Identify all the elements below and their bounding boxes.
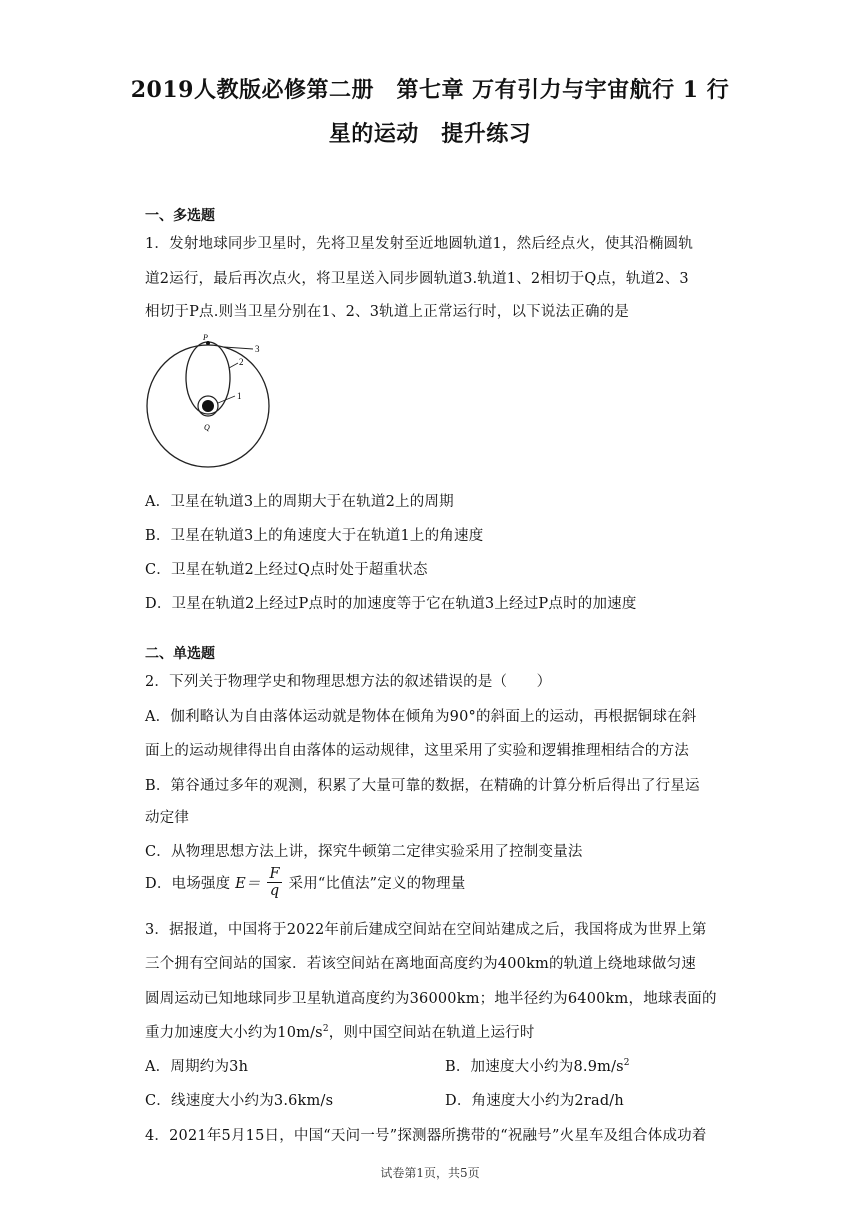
label-q: Q: [204, 423, 210, 432]
q3-option-c: C．线速度大小约为3.6km/s: [145, 1093, 334, 1109]
q3-stem-line4: [145, 1021, 535, 1042]
q3-option-d: D．角速度大小约为2rad/h: [445, 1093, 624, 1109]
q3-option-a: A．周期约为3h: [145, 1059, 249, 1075]
q3-line4-pre: 重力加速度大小约为10m/s: [145, 1025, 323, 1041]
q2-option-c: C．从物理思想方法上讲，探究牛顿第二定律实验采用了控制变量法: [145, 844, 583, 860]
q4-stem-line1: 4．2021年5月15日，中国“天问一号”探测器所携带的“祝融号”火星车及组合体成功着: [145, 1128, 707, 1144]
q3-stem-line1: 3．据报道，中国将于2022年前后建成空间站在空间站建成之后，我国将成为世界上第: [145, 922, 707, 938]
orbit-diagram: [145, 333, 275, 470]
q1-stem-line3: 相切于P点.则当卫星分别在1、2、3轨道上正常运行时，以下说法正确的是: [145, 304, 630, 320]
q2-option-d-prefix: D．电场强度: [145, 876, 231, 892]
q1-option-c: C．卫星在轨道2上经过Q点时处于超重状态: [145, 562, 428, 578]
page-footer: 试卷第1页，共5页: [380, 1166, 480, 1180]
q3-stem-line3: 圆周运动已知地球同步卫星轨道高度约为36000km；地半径约为6400km，地球表面的: [145, 991, 717, 1007]
page-title-line1: 2019人教版必修第二册 第七章 万有引力与宇宙航行 1 行: [130, 77, 730, 103]
formula-denominator: q: [269, 883, 280, 899]
q1-option-b: B．卫星在轨道3上的角速度大于在轨道1上的角速度: [145, 528, 484, 544]
q3-line4-post: ，则中国空间站在轨道上运行时: [328, 1025, 535, 1041]
q2-option-d-suffix: 采用“比值法”定义的物理量: [288, 876, 466, 892]
q3-stem-line2: 三个拥有空间站的国家．若该空间站在离地面高度约为400km的轨道上绕地球做匀速: [145, 956, 697, 972]
q3-line4-sup: 2: [322, 1024, 329, 1035]
label-3: 3: [255, 344, 260, 354]
page-title-line2: 星的运动 提升练习: [328, 121, 532, 147]
q1-stem-line2: 道2运行，最后再次点火，将卫星送入同步圆轨道3.轨道1、2相切于Q点，轨道2、3: [145, 271, 689, 287]
q1-option-d: D．卫星在轨道2上经过P点时的加速度等于它在轨道3上经过P点时的加速度: [145, 596, 637, 612]
q1-option-a: A．卫星在轨道3上的周期大于在轨道2上的周期: [145, 494, 454, 510]
section-heading-multiple-choice: 一、多选题: [145, 208, 215, 224]
label-2: 2: [239, 357, 244, 367]
q2-option-b-line2: 动定律: [145, 810, 190, 826]
q2-option-a-line2: 面上的运动规律得出自由落体的运动规律，这里采用了实验和逻辑推理相结合的方法: [145, 743, 689, 759]
label-p: P: [203, 333, 208, 342]
q2-stem: 2．下列关于物理学史和物理思想方法的叙述错误的是（ ）: [145, 674, 552, 690]
q1-stem-line1: 1．发射地球同步卫星时，先将卫星发射至近地圆轨道1，然后经点火，使其沿椭圆轨: [145, 236, 694, 252]
field-formula-lhs: E＝: [235, 876, 261, 892]
label-1: 1: [237, 391, 242, 401]
section-heading-single-choice: 二、单选题: [145, 646, 215, 662]
formula-numerator: F: [269, 866, 280, 882]
q3-option-b-text: B．加速度大小约为8.9m/s: [445, 1059, 624, 1075]
q3-option-b-sup: 2: [623, 1058, 630, 1069]
q2-option-d: [145, 866, 465, 899]
q2-option-b-line1: B．第谷通过多年的观测，积累了大量可靠的数据，在精确的计算分析后得出了行星运: [145, 778, 700, 794]
q3-option-b: [445, 1055, 630, 1076]
q2-option-a-line1: A．伽利略认为自由落体运动就是物体在倾角为90°的斜面上的运动，再根据铜球在斜: [145, 709, 697, 725]
earth-disc: [202, 400, 214, 412]
field-formula-fraction: [267, 866, 281, 899]
